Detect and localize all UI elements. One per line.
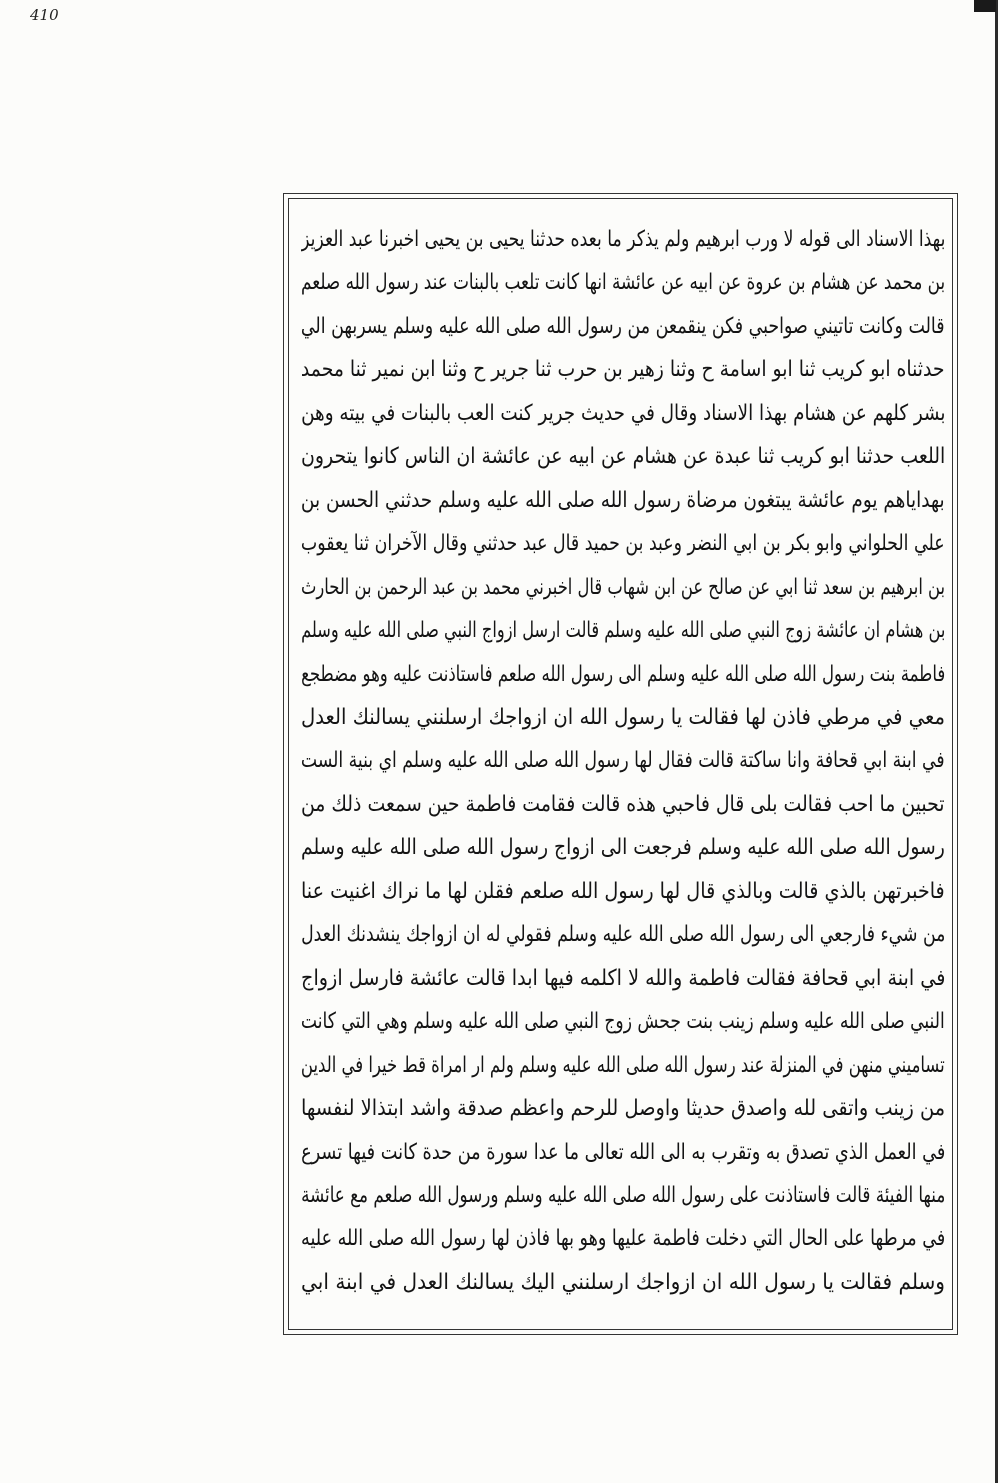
text-line-content: فاخبرتهن بالذي قالت وبالذي قال لها رسول الله صلعم فقلن لها ما نراك اغنيت عنا	[301, 878, 945, 904]
text-line	[301, 915, 945, 955]
text-line	[301, 524, 945, 564]
text-line-content: معي في مرطي فاذن لها فقالت يا رسول الله ان ازواجك ارسلنني يسالنك العدل	[301, 704, 945, 730]
text-line	[301, 1263, 945, 1303]
text-line	[301, 1133, 945, 1173]
text-line	[301, 568, 945, 608]
text-line	[301, 698, 945, 738]
text-line	[301, 1002, 945, 1042]
text-line-content: بن ابرهيم بن سعد ثنا ابي عن صالح عن ابن شهاب قال اخبرني محمد بن عبد الرحمن بن الحارث	[301, 574, 945, 600]
text-line-content: فاطمة بنت رسول الله صلى الله عليه وسلم الى رسول الله صلعم فاستاذنت عليه وهو مضطجع	[301, 661, 945, 687]
scan-corner-mark	[974, 0, 996, 12]
text-line	[301, 611, 945, 651]
text-line-content: من زينب واتقى لله واصدق حديثا واوصل للرحم واعظم صدقة واشد ابتذالا لنفسها	[301, 1096, 945, 1122]
text-line-content: من شيء فارجعي الى رسول الله صلى الله عليه وسلم فقولي له ان ازواجك ينشدنك العدل	[301, 922, 945, 948]
text-line-content: علي الحلواني وابو بكر بن ابي النضر وعبد بن حميد قال عبد حدثني وقال الآخران ثنا يعقوب	[301, 531, 945, 557]
text-line	[301, 263, 945, 303]
text-line	[301, 1176, 945, 1216]
text-line	[301, 741, 945, 781]
text-line-content: تساميني منهن في المنزلة عند رسول الله صلى الله عليه وسلم ولم ار امراة قط خيرا في الدين	[301, 1052, 945, 1078]
text-line	[301, 1089, 945, 1129]
text-line-content: بهداياهم يوم عائشة يبتغون مرضاة رسول الله صلى الله عليه وسلم حدثني الحسن بن	[301, 487, 945, 513]
text-line	[301, 959, 945, 999]
page-number: 410	[30, 6, 59, 24]
text-line-content: وسلم فقالت يا رسول الله ان ازواجك ارسلنني اليك يسالنك العدل في ابنة ابي	[301, 1269, 945, 1295]
text-line-content: منها الفيئة قالت فاستاذنت على رسول الله صلى الله عليه وسلم ورسول الله صلعم مع عائشة	[301, 1182, 945, 1208]
text-line-content: تحبين ما احب فقالت بلى قال فاحبي هذه قالت فقامت فاطمة حين سمعت ذلك من	[301, 791, 945, 817]
text-line	[301, 437, 945, 477]
text-line	[301, 394, 945, 434]
text-line-content: في العمل الذي تصدق به وتقرب به الى الله تعالى ما عدا سورة من حدة كانت فيها تسرع	[301, 1139, 945, 1165]
text-line-content: اللعب حدثنا ابو كريب ثنا عبدة عن هشام عن ابيه عن عائشة ان الناس كانوا يتحرون	[301, 444, 945, 470]
text-line-content: بن محمد عن هشام بن عروة عن ابيه عن عائشة انها كانت تلعب بالبنات عند رسول الله صلعم	[301, 270, 945, 296]
text-line	[301, 828, 945, 868]
text-line-content: في مرطها على الحال التي دخلت فاطمة عليها وهو بها فاذن لها رسول الله صلى الله عليه	[301, 1226, 945, 1252]
text-line-content: في ابنة ابي قحافة وانا ساكتة قالت فقال لها رسول الله صلى الله عليه وسلم اي بنية الست	[301, 748, 945, 774]
text-line-content: حدثناه ابو كريب ثنا ابو اسامة ح وثنا زهير بن حرب ثنا جرير ح وثنا ابن نمير ثنا محمد	[301, 357, 945, 383]
text-line-content: بن هشام ان عائشة زوج النبي صلى الله عليه وسلم قالت ارسل ازواج النبي صلى الله عليه وسلم	[301, 618, 945, 644]
text-line	[301, 350, 945, 390]
text-line	[301, 1046, 945, 1086]
text-line	[301, 220, 945, 260]
text-line	[301, 872, 945, 912]
text-line	[301, 481, 945, 521]
text-line-content: قالت وكانت تاتيني صواحبي فكن ينقمعن من رسول الله صلى الله عليه وسلم يسربهن الي	[301, 313, 945, 339]
text-line	[301, 655, 945, 695]
manuscript-text-block	[301, 220, 945, 1303]
text-line-content: بشر كلهم عن هشام بهذا الاسناد وقال في حديث جرير كنت العب بالبنات في بيته وهن	[301, 400, 945, 426]
text-line-content: في ابنة ابي قحافة فقالت فاطمة والله لا اكلمه فيها ابدا قالت عائشة فارسل ازواج	[301, 965, 945, 991]
text-frame	[283, 193, 958, 1335]
text-line	[301, 785, 945, 825]
text-line-content: بهذا الاسناد الى قوله لا ورب ابرهيم ولم يذكر ما بعده حدثنا يحيى بن يحيى اخبرنا عبد العزيز	[301, 227, 945, 252]
text-line	[301, 307, 945, 347]
text-line-content: النبي صلى الله عليه وسلم زينب بنت جحش زوج النبي صلى الله عليه وسلم وهي التي كانت	[301, 1009, 945, 1035]
text-line	[301, 1219, 945, 1259]
text-line-content: رسول الله صلى الله عليه وسلم فرجعت الى ازواج رسول الله صلى الله عليه وسلم	[301, 835, 945, 861]
scan-edge	[995, 0, 998, 1483]
